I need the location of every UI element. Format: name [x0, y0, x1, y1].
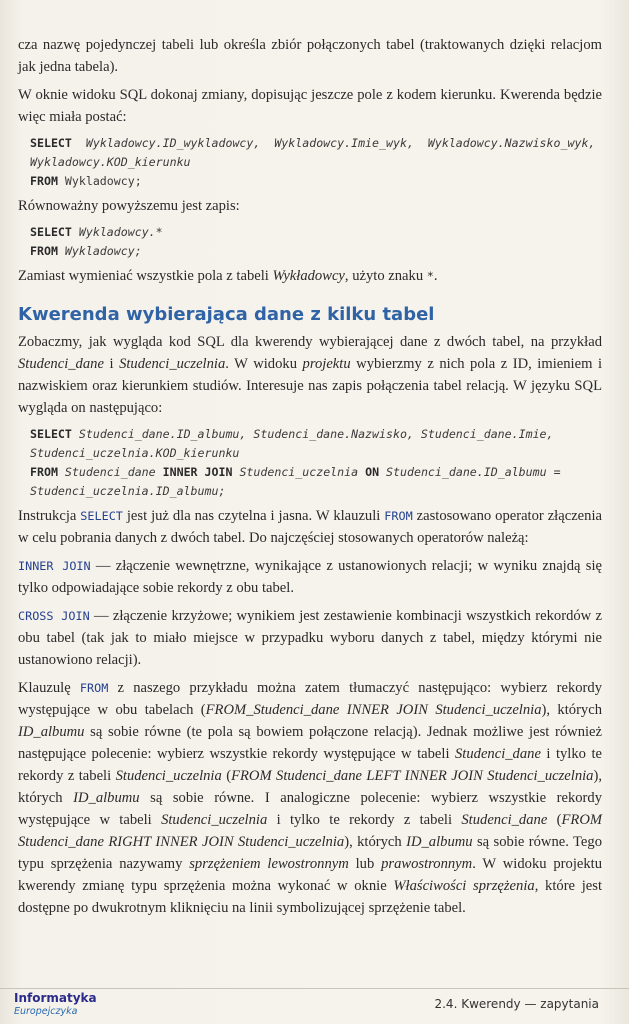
code-keyword: FROM	[30, 244, 58, 258]
emphasis-text: Studenci_uczelnia	[161, 812, 268, 828]
section-heading: Kwerenda wybierająca dane z kilku tabel	[18, 304, 435, 325]
code-table: Studenci_dane	[64, 465, 156, 479]
emphasis-text: prawostronnym	[381, 856, 473, 872]
paragraph-cross-join	[18, 605, 602, 671]
emphasis-text: sprzężeniem lewostronnym	[189, 856, 349, 872]
text-run: Instrukcja	[18, 508, 81, 524]
code-keyword: ON	[365, 465, 380, 479]
emphasis-text: Studenci_uczelnia	[119, 356, 226, 372]
emphasis-text: Studenci_dane	[455, 746, 541, 762]
paragraph-intro: cza nazwę pojedynczej tabeli lub określa zbiór połączonych tabel (traktowanych dzięki relacjom jak jedna tabela).	[18, 37, 602, 75]
text-run: , użyto znaku	[344, 268, 427, 284]
code-table: Studenci_uczelnia	[239, 465, 359, 479]
text-run: Zobaczmy, jak wygląda kod SQL dla kwerendy wybierającej dane z dwóch tabel, na przykład	[18, 334, 602, 350]
emphasis-text: FROM_Studenci_dane INNER JOIN Studenci_uczelnia	[205, 702, 542, 718]
page-footer	[0, 988, 629, 1024]
text-run: ), których	[541, 702, 602, 718]
text-run: Zamiast wymieniać wszystkie pola z tabeli	[18, 268, 273, 284]
emphasis-text: ID_albumu	[406, 834, 473, 850]
text-run: Klauzulę	[18, 680, 80, 696]
emphasis-text: projektu	[302, 356, 351, 372]
paragraph-select-from	[18, 505, 602, 549]
page-content	[18, 34, 602, 925]
emphasis-text: ID_albumu	[73, 790, 140, 806]
text-run: lub	[348, 856, 382, 872]
paragraph-inner-join	[18, 555, 602, 599]
publisher-logo	[14, 992, 97, 1018]
paragraph-equivalent: Równoważny powyższemu jest zapis:	[18, 198, 240, 214]
code-fields: Wykladowcy.ID_wykladowcy, Wykladowcy.Imie_wyk, Wykladowcy.Nazwisko_wyk, Wykladowcy.KOD_kierunku	[30, 136, 603, 169]
emphasis-text: ID_albumu	[18, 724, 85, 740]
code-fields: Wykladowcy.*	[78, 225, 163, 239]
code-block-inner-join	[30, 425, 602, 501]
code-keyword: INNER JOIN	[162, 465, 233, 479]
text-run: jest już dla nas czytelna i jasna. W klauzuli	[122, 508, 385, 524]
text-run: — złączenie krzyżowe; wynikiem jest zestawienie kombinacji wszystkich rekordów z obu tabel (tak jak to miało miejsce w przypadku wyboru danych z tabel, między którymi nie ustanowiono relacji).	[18, 608, 602, 668]
emphasis-text: Studenci_dane	[461, 812, 548, 828]
text-run: z naszego przykładu można zatem tłumaczyć następująco: wybierz rekordy występujące w obu tabelach (	[18, 680, 603, 718]
code-table: Wykladowcy;	[64, 174, 142, 188]
emphasis-text: Studenci_dane	[18, 356, 104, 372]
logo-line-1: Informatyka	[14, 991, 97, 1005]
text-run: ), których	[344, 834, 407, 850]
emphasis-text: Właściwości sprzężenia	[393, 878, 535, 894]
emphasis-text: Studenci_uczelnia	[115, 768, 222, 784]
text-run: zastosowano operator złączenia w celu pobrania danych z dwóch tabel. Do najczęściej stosowanych operatorów należą:	[18, 508, 602, 546]
code-keyword: SELECT	[30, 225, 72, 239]
paragraph-from-clause	[18, 677, 602, 919]
code-condition: Studenci_dane.ID_albumu = Studenci_uczelnia.ID_albumu;	[30, 465, 568, 498]
text-run: (	[221, 768, 232, 784]
text-run: .	[433, 268, 438, 284]
code-block-select-wykladowcy	[30, 134, 602, 191]
code-keyword: SELECT	[30, 136, 72, 150]
emphasis-text: FROM Studenci_dane RIGHT INNER JOIN Studenci_uczelnia	[18, 812, 603, 850]
paragraph-multi-table	[18, 331, 602, 419]
emphasis-text: Wykładowcy	[272, 268, 345, 284]
code-keyword: FROM	[30, 465, 58, 479]
inline-code: FROM	[384, 509, 413, 523]
text-run: (	[547, 812, 562, 828]
text-run: i	[103, 356, 120, 372]
paragraph-star-explanation	[18, 265, 602, 287]
code-table: Wykladowcy;	[64, 244, 142, 258]
text-run: ), których	[18, 768, 602, 806]
code-keyword: FROM	[30, 174, 58, 188]
code-block-select-star	[30, 223, 602, 261]
text-run: . W widoku	[225, 356, 303, 372]
section-reference: 2.4. Kwerendy — zapytania	[434, 997, 599, 1011]
text-run: — złączenie wewnętrzne, wynikające z ustanowionych relacji; w wyniku znajdą się tylko odpowiadające sobie rekordy z obu tabel.	[18, 558, 602, 596]
text-run: , które jest dostępne po dwukrotnym kliknięciu na linii symbolizującej sprzężenie tabel.	[18, 878, 602, 916]
inline-code: INNER JOIN	[18, 559, 91, 573]
emphasis-text: FROM Studenci_dane LEFT INNER JOIN Studenci_uczelnia	[231, 768, 594, 784]
text-run: wybierzmy z nich pola z ID, imieniem i nazwiskiem oraz kierunkiem studiów. Interesuje nas zapis połączenia tabel relacją. W języku SQL wygląda on następująco:	[18, 356, 603, 416]
text-run: są sobie równe (te pola są bowiem połączone relacją). Jednak możliwe jest również następujące polecenie: wybierz wszystkie rekordy występujące w tabeli	[18, 724, 602, 762]
inline-code: CROSS JOIN	[18, 609, 90, 623]
inline-code: SELECT	[80, 509, 123, 523]
code-fields: Studenci_dane.ID_albumu, Studenci_dane.Nazwisko, Studenci_dane.Imie, Studenci_uczelnia.KOD_kierunku	[30, 427, 561, 460]
inline-code: FROM	[79, 681, 109, 695]
footer-divider	[0, 988, 629, 989]
logo-line-2: Europejczyka	[14, 1006, 78, 1017]
paragraph-sql-view: W oknie widoku SQL dokonaj zmiany, dopisując jeszcze pole z kodem kierunku. Kwerenda będzie więc miała postać:	[18, 87, 602, 125]
text-run: . W widoku projektu kwerendy zmianę typu sprzężenia można wykonać w oknie	[18, 856, 603, 894]
text-run: są sobie równe. Tego typu sprzężenia nazywamy	[18, 834, 602, 872]
text-run: są sobie równe. I analogiczne polecenie: wybierz wszystkie rekordy występujące w tabeli	[18, 790, 602, 828]
code-keyword: SELECT	[30, 427, 72, 441]
text-run: i tylko te rekordy z tabeli	[267, 812, 462, 828]
text-run: i tylko te rekordy z tabeli	[18, 746, 602, 784]
inline-code: *	[426, 269, 434, 283]
